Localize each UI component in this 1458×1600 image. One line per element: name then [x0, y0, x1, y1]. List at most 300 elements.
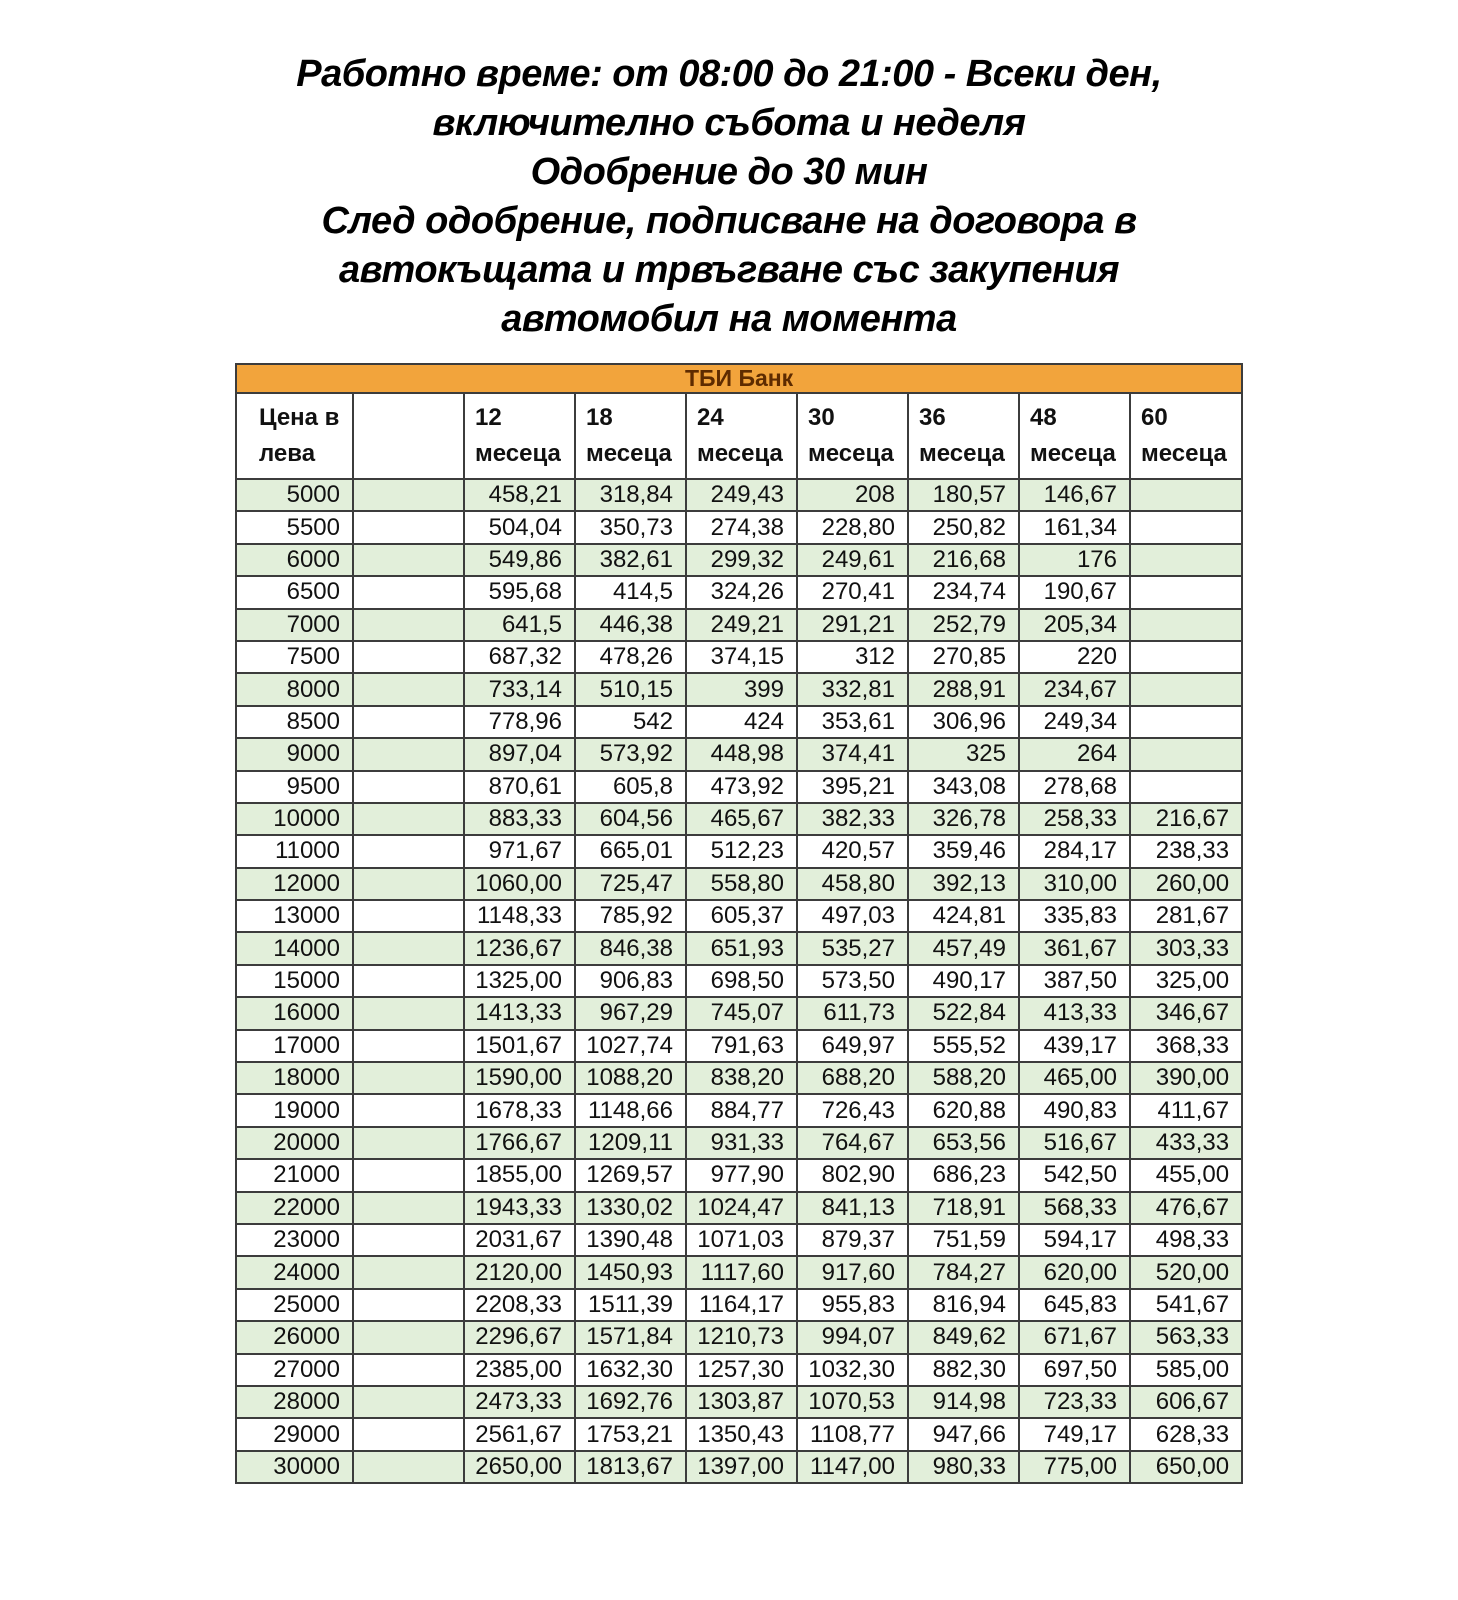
payment-cell: 620,88 — [908, 1094, 1019, 1126]
payment-cell: 234,67 — [1019, 673, 1130, 705]
payment-cell: 1303,87 — [686, 1386, 797, 1418]
table-row — [236, 1386, 1242, 1418]
payment-cell: 697,50 — [1019, 1354, 1130, 1386]
payment-cell: 249,61 — [797, 544, 908, 576]
table-row — [236, 1030, 1242, 1062]
payment-cell: 420,57 — [797, 835, 908, 867]
payment-cell: 555,52 — [908, 1030, 1019, 1062]
table-row — [236, 997, 1242, 1029]
column-header-row — [236, 393, 1242, 479]
bank-title: ТБИ Банк — [236, 364, 1242, 393]
payment-cell: 216,68 — [908, 544, 1019, 576]
spacer-cell — [353, 900, 464, 932]
month-number: 12 — [475, 404, 502, 431]
payment-cell: 1088,20 — [575, 1062, 686, 1094]
payment-cell — [1130, 771, 1242, 803]
price-cell: 28000 — [236, 1386, 353, 1418]
price-cell: 23000 — [236, 1224, 353, 1256]
payment-cell: 1813,67 — [575, 1451, 686, 1483]
payment-cell: 458,80 — [797, 868, 908, 900]
payment-cell: 2208,33 — [464, 1289, 575, 1321]
payment-cell: 490,17 — [908, 965, 1019, 997]
table-row — [236, 1224, 1242, 1256]
price-cell: 17000 — [236, 1030, 353, 1062]
payment-cell: 1257,30 — [686, 1354, 797, 1386]
payment-cell: 497,03 — [797, 900, 908, 932]
price-cell: 13000 — [236, 900, 353, 932]
price-cell: 9500 — [236, 771, 353, 803]
payment-cell: 541,67 — [1130, 1289, 1242, 1321]
spacer-cell — [353, 997, 464, 1029]
table-row — [236, 576, 1242, 608]
payment-cell: 457,49 — [908, 932, 1019, 964]
payment-cell: 994,07 — [797, 1321, 908, 1353]
column-header-12-months — [464, 393, 575, 479]
payment-cell: 838,20 — [686, 1062, 797, 1094]
payment-cell: 392,13 — [908, 868, 1019, 900]
payment-cell: 897,04 — [464, 738, 575, 770]
month-unit: месеца — [1141, 440, 1227, 467]
payment-cell: 498,33 — [1130, 1224, 1242, 1256]
payment-cell: 778,96 — [464, 706, 575, 738]
payment-cell: 725,47 — [575, 868, 686, 900]
month-number: 60 — [1141, 404, 1168, 431]
payment-cell — [1130, 738, 1242, 770]
payment-cell: 326,78 — [908, 803, 1019, 835]
payment-cell: 605,37 — [686, 900, 797, 932]
payment-cell: 723,33 — [1019, 1386, 1130, 1418]
payment-cell: 549,86 — [464, 544, 575, 576]
payment-cell: 522,84 — [908, 997, 1019, 1029]
payment-cell: 665,01 — [575, 835, 686, 867]
payment-cell: 558,80 — [686, 868, 797, 900]
table-row — [236, 1094, 1242, 1126]
payment-cell: 264 — [1019, 738, 1130, 770]
payment-cell: 390,00 — [1130, 1062, 1242, 1094]
payment-cell: 745,07 — [686, 997, 797, 1029]
title-line: автомобил на момента — [501, 298, 957, 340]
month-number: 36 — [919, 404, 946, 431]
payment-cell: 465,67 — [686, 803, 797, 835]
payment-cell: 1209,11 — [575, 1127, 686, 1159]
payment-cell: 879,37 — [797, 1224, 908, 1256]
spacer-cell — [353, 965, 464, 997]
payment-cell: 190,67 — [1019, 576, 1130, 608]
payment-cell: 846,38 — [575, 932, 686, 964]
spacer-column-header — [353, 393, 464, 479]
payment-cell: 448,98 — [686, 738, 797, 770]
payment-cell: 1397,00 — [686, 1451, 797, 1483]
payment-cell: 270,85 — [908, 641, 1019, 673]
payment-cell: 1236,67 — [464, 932, 575, 964]
price-cell: 19000 — [236, 1094, 353, 1126]
payment-cell: 1032,30 — [797, 1354, 908, 1386]
payment-cell: 1511,39 — [575, 1289, 686, 1321]
payment-cell: 274,38 — [686, 511, 797, 543]
payment-cell: 2031,67 — [464, 1224, 575, 1256]
payment-cell: 1350,43 — [686, 1418, 797, 1450]
payment-cell: 588,20 — [908, 1062, 1019, 1094]
spacer-cell — [353, 576, 464, 608]
spacer-cell — [353, 511, 464, 543]
payment-cell: 628,33 — [1130, 1418, 1242, 1450]
payment-cell: 1692,76 — [575, 1386, 686, 1418]
payment-cell — [1130, 576, 1242, 608]
payment-cell: 1632,30 — [575, 1354, 686, 1386]
price-cell: 6500 — [236, 576, 353, 608]
price-cell: 26000 — [236, 1321, 353, 1353]
payment-cell: 512,23 — [686, 835, 797, 867]
payment-cell: 1413,33 — [464, 997, 575, 1029]
price-cell: 10000 — [236, 803, 353, 835]
table-row — [236, 965, 1242, 997]
payment-cell: 1060,00 — [464, 868, 575, 900]
payment-cell: 260,00 — [1130, 868, 1242, 900]
payment-cell: 516,67 — [1019, 1127, 1130, 1159]
spacer-cell — [353, 932, 464, 964]
payment-cell: 411,67 — [1130, 1094, 1242, 1126]
price-cell: 22000 — [236, 1192, 353, 1224]
payment-cell: 284,17 — [1019, 835, 1130, 867]
price-cell: 30000 — [236, 1451, 353, 1483]
spacer-cell — [353, 1321, 464, 1353]
payment-cell: 332,81 — [797, 673, 908, 705]
payment-cell: 1943,33 — [464, 1192, 575, 1224]
payment-cell: 216,67 — [1130, 803, 1242, 835]
price-cell: 8000 — [236, 673, 353, 705]
payment-cell: 594,17 — [1019, 1224, 1130, 1256]
payment-cell: 510,15 — [575, 673, 686, 705]
spacer-cell — [353, 1030, 464, 1062]
payment-cell: 620,00 — [1019, 1256, 1130, 1288]
payment-cell: 980,33 — [908, 1451, 1019, 1483]
payment-cell: 785,92 — [575, 900, 686, 932]
payment-cell: 424,81 — [908, 900, 1019, 932]
spacer-cell — [353, 1386, 464, 1418]
loan-table-container — [235, 363, 1241, 1484]
table-row — [236, 609, 1242, 641]
payment-cell: 350,73 — [575, 511, 686, 543]
payment-cell: 465,00 — [1019, 1062, 1130, 1094]
price-cell: 9000 — [236, 738, 353, 770]
payment-cell: 1590,00 — [464, 1062, 575, 1094]
table-row — [236, 803, 1242, 835]
price-cell: 12000 — [236, 868, 353, 900]
price-cell: 29000 — [236, 1418, 353, 1450]
payment-cell: 1390,48 — [575, 1224, 686, 1256]
payment-cell: 146,67 — [1019, 479, 1130, 511]
payment-cell — [1130, 479, 1242, 511]
price-cell: 7500 — [236, 641, 353, 673]
payment-cell: 234,74 — [908, 576, 1019, 608]
payment-cell: 250,82 — [908, 511, 1019, 543]
spacer-cell — [353, 1354, 464, 1386]
table-row — [236, 738, 1242, 770]
payment-cell: 686,23 — [908, 1159, 1019, 1191]
price-cell: 18000 — [236, 1062, 353, 1094]
month-number: 30 — [808, 404, 835, 431]
payment-cell: 791,63 — [686, 1030, 797, 1062]
payment-cell — [1130, 673, 1242, 705]
title-line: Одобрение до 30 мин — [530, 151, 928, 193]
table-row — [236, 544, 1242, 576]
payment-cell: 439,17 — [1019, 1030, 1130, 1062]
table-row — [236, 1321, 1242, 1353]
spacer-cell — [353, 771, 464, 803]
payment-cell: 318,84 — [575, 479, 686, 511]
payment-cell: 346,67 — [1130, 997, 1242, 1029]
payment-cell: 249,21 — [686, 609, 797, 641]
payment-cell: 1210,73 — [686, 1321, 797, 1353]
payment-cell: 325 — [908, 738, 1019, 770]
payment-cell: 906,83 — [575, 965, 686, 997]
payment-cell: 361,67 — [1019, 932, 1130, 964]
payment-cell: 1501,67 — [464, 1030, 575, 1062]
price-cell: 21000 — [236, 1159, 353, 1191]
payment-cell: 749,17 — [1019, 1418, 1130, 1450]
payment-cell: 249,43 — [686, 479, 797, 511]
spacer-cell — [353, 641, 464, 673]
price-header-line1: Цена в — [259, 404, 340, 431]
payment-cell: 645,83 — [1019, 1289, 1130, 1321]
bank-banner-row — [236, 364, 1242, 393]
table-row — [236, 511, 1242, 543]
payment-cell: 955,83 — [797, 1289, 908, 1321]
month-unit: месеца — [808, 440, 894, 467]
spacer-cell — [353, 673, 464, 705]
payment-cell: 368,33 — [1130, 1030, 1242, 1062]
payment-cell: 335,83 — [1019, 900, 1130, 932]
payment-cell: 1753,21 — [575, 1418, 686, 1450]
payment-cell: 359,46 — [908, 835, 1019, 867]
payment-cell: 914,98 — [908, 1386, 1019, 1418]
payment-cell: 413,33 — [1019, 997, 1130, 1029]
column-header-60-months — [1130, 393, 1242, 479]
payment-cell: 641,5 — [464, 609, 575, 641]
payment-cell: 238,33 — [1130, 835, 1242, 867]
payment-cell: 718,91 — [908, 1192, 1019, 1224]
payment-cell: 424 — [686, 706, 797, 738]
month-number: 18 — [586, 404, 613, 431]
payment-cell: 775,00 — [1019, 1451, 1130, 1483]
title-line: автокъщата и трвъгване със закупения — [338, 249, 1120, 291]
payment-cell: 585,00 — [1130, 1354, 1242, 1386]
spacer-cell — [353, 1289, 464, 1321]
column-header-48-months — [1019, 393, 1130, 479]
payment-cell: 395,21 — [797, 771, 908, 803]
table-row — [236, 706, 1242, 738]
payment-cell: 382,61 — [575, 544, 686, 576]
payment-cell: 205,34 — [1019, 609, 1130, 641]
payment-cell: 228,80 — [797, 511, 908, 543]
payment-cell: 281,67 — [1130, 900, 1242, 932]
table-row — [236, 835, 1242, 867]
payment-cell: 573,50 — [797, 965, 908, 997]
payment-cell: 688,20 — [797, 1062, 908, 1094]
spacer-cell — [353, 1094, 464, 1126]
payment-cell: 458,21 — [464, 479, 575, 511]
price-cell: 16000 — [236, 997, 353, 1029]
payment-cell: 687,32 — [464, 641, 575, 673]
payment-cell: 1024,47 — [686, 1192, 797, 1224]
payment-cell: 1855,00 — [464, 1159, 575, 1191]
payment-cell — [1130, 544, 1242, 576]
payment-cell: 473,92 — [686, 771, 797, 803]
month-unit: месеца — [475, 440, 561, 467]
payment-cell: 490,83 — [1019, 1094, 1130, 1126]
payment-cell: 1450,93 — [575, 1256, 686, 1288]
title-line: включително събота и неделя — [432, 102, 1026, 144]
payment-cell: 249,34 — [1019, 706, 1130, 738]
spacer-cell — [353, 835, 464, 867]
month-unit: месеца — [697, 440, 783, 467]
payment-cell: 278,68 — [1019, 771, 1130, 803]
table-row — [236, 1062, 1242, 1094]
payment-cell: 258,33 — [1019, 803, 1130, 835]
price-cell: 7000 — [236, 609, 353, 641]
payment-cell: 306,96 — [908, 706, 1019, 738]
payment-cell: 882,30 — [908, 1354, 1019, 1386]
spacer-cell — [353, 1451, 464, 1483]
payment-cell: 1325,00 — [464, 965, 575, 997]
table-row — [236, 932, 1242, 964]
table-row — [236, 673, 1242, 705]
payment-cell — [1130, 609, 1242, 641]
column-header-30-months — [797, 393, 908, 479]
spacer-cell — [353, 479, 464, 511]
payment-cell: 653,56 — [908, 1127, 1019, 1159]
table-row — [236, 900, 1242, 932]
price-table — [235, 363, 1243, 1484]
payment-cell: 303,33 — [1130, 932, 1242, 964]
payment-cell: 325,00 — [1130, 965, 1242, 997]
payment-cell: 535,27 — [797, 932, 908, 964]
payment-cell: 220 — [1019, 641, 1130, 673]
payment-cell: 542 — [575, 706, 686, 738]
payment-cell: 884,77 — [686, 1094, 797, 1126]
column-header-24-months — [686, 393, 797, 479]
payment-cell: 161,34 — [1019, 511, 1130, 543]
payment-cell: 433,33 — [1130, 1127, 1242, 1159]
payment-cell: 726,43 — [797, 1094, 908, 1126]
table-row — [236, 1289, 1242, 1321]
payment-cell: 764,67 — [797, 1127, 908, 1159]
payment-cell: 2561,67 — [464, 1418, 575, 1450]
payment-cell: 870,61 — [464, 771, 575, 803]
payment-cell: 180,57 — [908, 479, 1019, 511]
payment-cell: 917,60 — [797, 1256, 908, 1288]
payment-cell: 573,92 — [575, 738, 686, 770]
spacer-cell — [353, 544, 464, 576]
payment-cell: 446,38 — [575, 609, 686, 641]
payment-cell: 947,66 — [908, 1418, 1019, 1450]
month-unit: месеца — [586, 440, 672, 467]
payment-cell: 1766,67 — [464, 1127, 575, 1159]
payment-cell: 270,41 — [797, 576, 908, 608]
payment-cell: 343,08 — [908, 771, 1019, 803]
payment-cell: 1148,33 — [464, 900, 575, 932]
payment-cell: 291,21 — [797, 609, 908, 641]
table-row — [236, 771, 1242, 803]
table-row — [236, 1451, 1242, 1483]
payment-cell: 649,97 — [797, 1030, 908, 1062]
payment-cell: 733,14 — [464, 673, 575, 705]
price-cell: 24000 — [236, 1256, 353, 1288]
title-block — [0, 0, 1458, 344]
payment-cell: 802,90 — [797, 1159, 908, 1191]
payment-cell: 1164,17 — [686, 1289, 797, 1321]
payment-cell: 849,62 — [908, 1321, 1019, 1353]
payment-cell: 2296,67 — [464, 1321, 575, 1353]
table-row — [236, 641, 1242, 673]
spacer-cell — [353, 738, 464, 770]
payment-cell: 751,59 — [908, 1224, 1019, 1256]
price-cell: 14000 — [236, 932, 353, 964]
month-unit: месеца — [1030, 440, 1116, 467]
price-cell: 5000 — [236, 479, 353, 511]
price-cell: 6000 — [236, 544, 353, 576]
column-header-18-months — [575, 393, 686, 479]
price-cell: 20000 — [236, 1127, 353, 1159]
payment-cell: 611,73 — [797, 997, 908, 1029]
payment-cell: 455,00 — [1130, 1159, 1242, 1191]
column-header-36-months — [908, 393, 1019, 479]
payment-cell: 650,00 — [1130, 1451, 1242, 1483]
price-cell: 11000 — [236, 835, 353, 867]
payment-cell: 382,33 — [797, 803, 908, 835]
payment-cell: 671,67 — [1019, 1321, 1130, 1353]
payment-cell: 977,90 — [686, 1159, 797, 1191]
payment-cell: 1027,74 — [575, 1030, 686, 1062]
price-column-header — [236, 393, 353, 479]
payment-cell — [1130, 511, 1242, 543]
payment-cell: 1071,03 — [686, 1224, 797, 1256]
payment-cell: 1148,66 — [575, 1094, 686, 1126]
payment-cell: 176 — [1019, 544, 1130, 576]
payment-cell: 208 — [797, 479, 908, 511]
title-line: След одобрение, подписване на договора в — [321, 200, 1137, 242]
payment-cell: 312 — [797, 641, 908, 673]
table-row — [236, 1256, 1242, 1288]
payment-cell: 399 — [686, 673, 797, 705]
payment-cell: 563,33 — [1130, 1321, 1242, 1353]
payment-cell: 288,91 — [908, 673, 1019, 705]
spacer-cell — [353, 1062, 464, 1094]
month-number: 48 — [1030, 404, 1057, 431]
spacer-cell — [353, 1224, 464, 1256]
table-row — [236, 868, 1242, 900]
payment-cell: 1571,84 — [575, 1321, 686, 1353]
payment-cell: 595,68 — [464, 576, 575, 608]
payment-cell — [1130, 706, 1242, 738]
payment-cell: 1330,02 — [575, 1192, 686, 1224]
payment-cell: 698,50 — [686, 965, 797, 997]
payment-cell: 2120,00 — [464, 1256, 575, 1288]
payment-cell: 2473,33 — [464, 1386, 575, 1418]
month-unit: месеца — [919, 440, 1005, 467]
price-cell: 25000 — [236, 1289, 353, 1321]
table-row — [236, 1127, 1242, 1159]
payment-cell: 883,33 — [464, 803, 575, 835]
spacer-cell — [353, 609, 464, 641]
payment-cell: 542,50 — [1019, 1159, 1130, 1191]
price-cell: 5500 — [236, 511, 353, 543]
spacer-cell — [353, 1418, 464, 1450]
table-row — [236, 479, 1242, 511]
payment-cell: 476,67 — [1130, 1192, 1242, 1224]
payment-cell: 478,26 — [575, 641, 686, 673]
price-cell: 27000 — [236, 1354, 353, 1386]
